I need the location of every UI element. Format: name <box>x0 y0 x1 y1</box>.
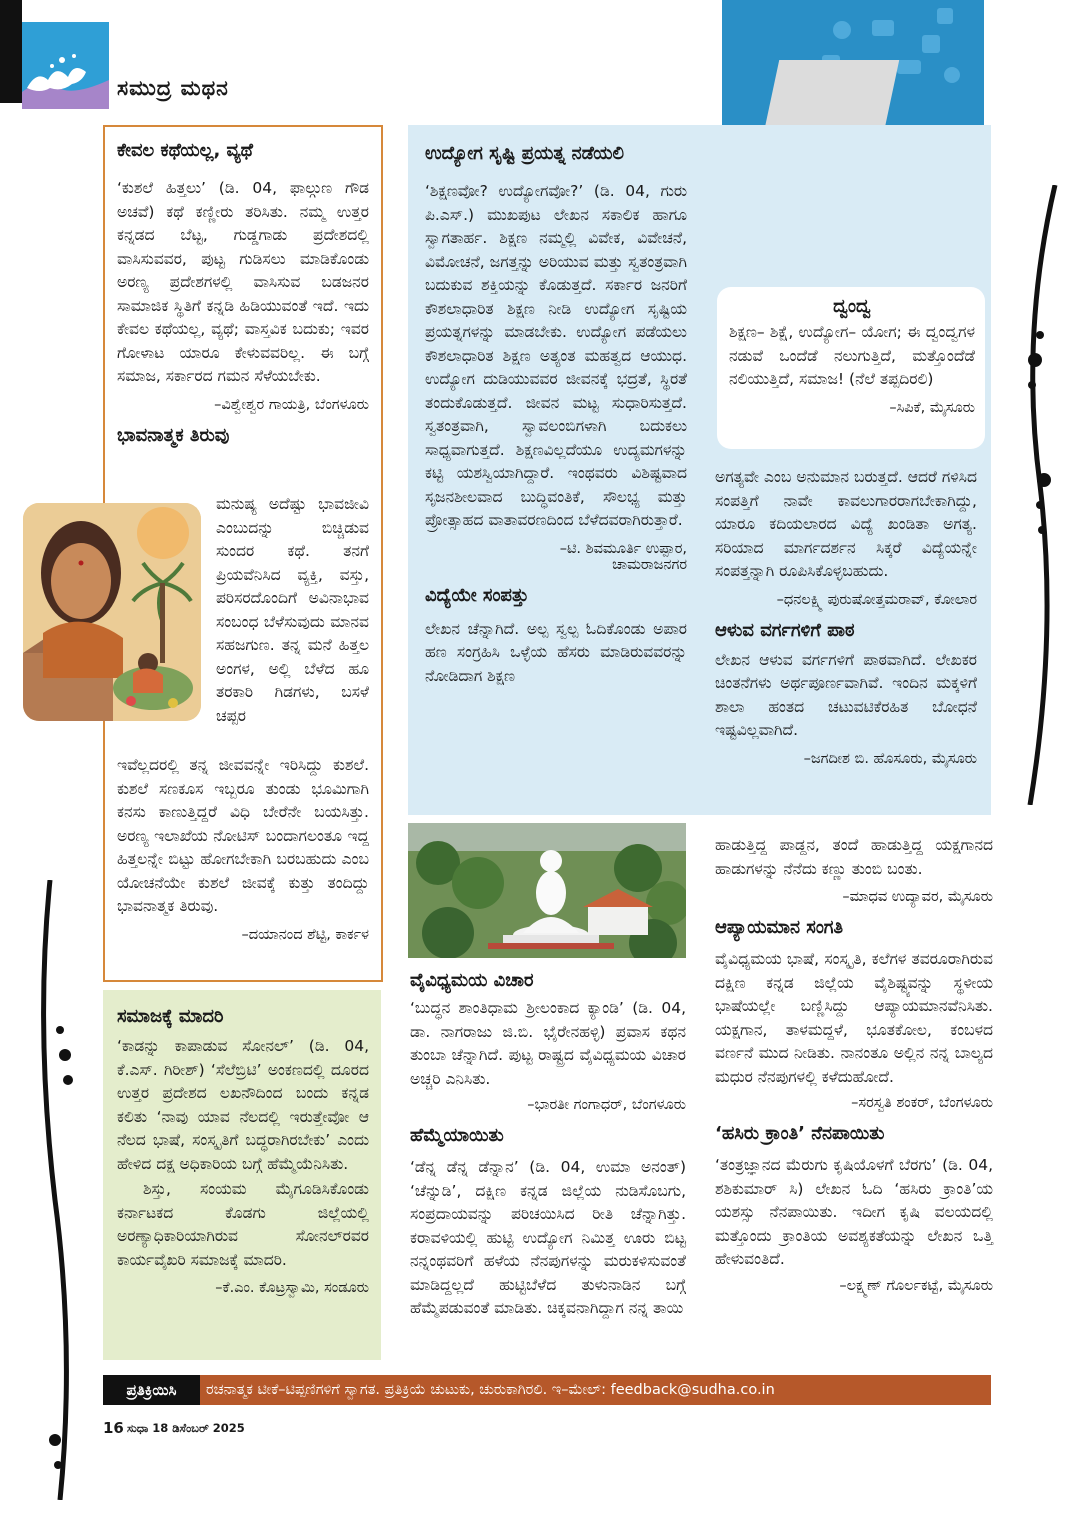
letter-signature: –ಮಾಧವ ಉದ್ಯಾವರ, ಮೈಸೂರು <box>842 889 993 905</box>
letter-signature: –ಧನಲಕ್ಷ್ಮಿ ಪುರುಷೋತ್ತಮರಾವ್, ಕೋಲಾರ <box>776 591 977 608</box>
letter-body: ‘ತಂತ್ರಜ್ಞಾನದ ಮೆರುಗು ಕೃಷಿಯೊಳಗೆ ಬೆರಗು’ (ಡಿ. 04, ಶಶಿಕುಮಾರ್ ಸಿ) ಲೇಖನ ಓದಿ ‘ಹಸಿರು ಕ್ರಾಂತಿ’ಯ ಯಶಸ್ಸು ನೆನಪಾಯಿತು. ಇದೀಗ ಕೃಷಿ ವಲಯದಲ್ಲಿ ಮತ್ತೊಂದು ಕ್ರಾಂತಿಯ ಅವಶ್ಯಕತೆಯನ್ನು ಲೇಖನ ಒತ್ತಿ ಹೇಳುವಂತಿದೆ. <box>715 1156 993 1268</box>
letter-signature: –ಕೆ.ಎಂ. ಕೊಟ್ರಸ್ವಾಮಿ, ಸಂಡೂರು <box>215 1280 369 1296</box>
letter-title: ವಿದ್ಯೆಯೇ ಸಂಪತ್ತು <box>425 584 529 606</box>
letter-title: ಹೆಮ್ಮೆಯಾಯಿತು <box>410 1125 504 1146</box>
letter-signature: –ಸಿಪಿಕೆ, ಮೈಸೂರು <box>889 399 975 416</box>
letter-signature: –ಸರಸ್ವತಿ ಶಂಕರ್, ಬೆಂಗಳೂರು <box>851 1095 993 1111</box>
letter-body: ಮನುಷ್ಯ ಅದೆಷ್ಟು ಭಾವಜೀವಿ ಎಂಬುದನ್ನು ಬಿಚ್ಚಿಡುವ ಸುಂದರ ಕಥೆ. ತನಗೆ ಪ್ರಿಯವೆನಿಸಿದ ವ್ಯಕ್ತಿ, ವಸ್ತು, ಪರಿಸರದೊಂದಿಗೆ ಅವಿನಾಭಾವ ಸಂಬಂಧ ಬೆಳೆಸುವುದು ಮಾನವ ಸಹಜಗುಣ. ತನ್ನ ಮನೆ ಹಿತ್ತಲ ಅಂಗಳ, ಅಲ್ಲಿ ಬೆಳೆದ ಹೂ ತರಕಾರಿ ಗಿಡಗಳು, ಬಸಳೆ ಚಪ್ಪರ <box>216 495 369 725</box>
letter-body: ಇವೆಲ್ಲದರಲ್ಲಿ ತನ್ನ ಜೀವವನ್ನೇ ಇರಿಸಿದ್ದು ಕುಶಲೆ. ಕುಶಲೆ ಸಣಕೂಸ ಇಬ್ಬರೂ ತುಂಡು ಭೂಮಿಗಾಗಿ ಕನಸು ಕಾಣುತ್ತಿದ್ದರೆ ವಿಧಿ ಬೇರೆನೇ ಬಯಸಿತ್ತು. ಅರಣ್ಯ ಇಲಾಖೆಯ ನೋಟಿಸ್ ಬಂದಾಗಲಂತೂ ಇದ್ದ ಹಿತ್ತಲನ್ನೇ ಬಿಟ್ಟು ಹೋಗಬೇಕಾಗಿ ಬರಬಹುದು ಎಂಬ ಯೋಚನೆಯೇ ಕುಶಲೆ ಜೀವಕ್ಕೆ ಕುತ್ತು ತಂದಿದ್ದು ಭಾವನಾತ್ಮಕ ತಿರುವು. <box>117 756 369 915</box>
letter-vidyeye-sampattu-cont <box>715 466 977 767</box>
feedback-text: ರಚನಾತ್ಮಕ ಟೀಕೆ–ಟಿಪ್ಪಣಿಗಳಿಗೆ ಸ್ವಾಗತ. ಪ್ರತಿಕ್ರಿಯೆ ಚುಟುಕು, ಚುರುಕಾಗಿರಲಿ. ಇ–ಮೇಲ್: feedback@sudha.co.in <box>206 1382 775 1398</box>
letter-dvandva <box>729 296 975 416</box>
letter-body: ‘ಕಾಡನ್ನು ಕಾಪಾಡುವ ಸೋನಲ್’ (ಡಿ. 04, ಕೆ.ಎಸ್. ಗಿರೀಶ್) ‘ಸೆಲೆಬ್ರಿಟಿ’ ಅಂಕಣದಲ್ಲಿ ದೂರದ ಉತ್ತರ ಪ್ರದೇಶದ ಲಖನೌದಿಂದ ಬಂದು ಕನ್ನಡ ಕಲಿತು ‘ನಾವು ಯಾವ ನೆಲದಲ್ಲಿ ಇರುತ್ತೇವೋ ಆ ನೆಲದ ಭಾಷೆ, ಸಂಸ್ಕೃತಿಗೆ ಬದ್ಧರಾಗಿರಬೇಕು’ ಎಂದು ಹೇಳಿದ ದಕ್ಷ ಅಧಿಕಾರಿಯ ಬಗ್ಗೆ ಹೆಮ್ಮೆಯೆನಿಸಿತು. <box>117 1037 369 1173</box>
letter-body: ಹಾಡುತ್ತಿದ್ದ ಪಾಡ್ದನ, ತಂದೆ ಹಾಡುತ್ತಿದ್ದ ಯಕ್ಷಗಾನದ ಹಾಡುಗಳನ್ನು ನೆನೆದು ಕಣ್ಣು ತುಂಬಿ ಬಂತು. <box>715 836 993 878</box>
letter-body: ಲೇಖನ ಚೆನ್ನಾಗಿದೆ. ಅಲ್ಪ ಸ್ವಲ್ಪ ಓದಿಕೊಂಡು ಅಪಾರ ಹಣ ಸಂಗ್ರಹಿಸಿ ಒಳ್ಳೆಯ ಹೆಸರು ಮಾಡಿರುವವರನ್ನು ನೋಡಿದಾಗ ಶಿಕ್ಷಣ <box>425 619 687 685</box>
section-title: ಸಮುದ್ರ ಮಥನ <box>117 76 229 100</box>
letter-body: ಲೇಖನ ಆಳುವ ವರ್ಗಗಳಿಗೆ ಪಾಠವಾಗಿದೆ. ಲೇಖಕರ ಚಿಂತನೆಗಳು ಅರ್ಥಪೂರ್ಣವಾಗಿವೆ. ಇಂದಿನ ಮಕ್ಕಳಿಗೆ ಶಾಲಾ ಹಂತದ ಚಟುವಟಿಕೆರಹಿತ ಬೋಧನೆ ಇಷ್ಟವಿಲ್ಲವಾಗಿದೆ. <box>715 650 977 739</box>
letter-keval-katheyalla <box>117 140 369 446</box>
magazine-issue-info: ಸುಧಾ 18 ಡಿಸೆಂಬರ್ 2025 <box>127 1421 245 1435</box>
letter-title: ವೈವಿಧ್ಯಮಯ ವಿಚಾರ <box>410 970 534 991</box>
letter-body: ‘ಡೆನ್ನ ಡೆನ್ನ ಡೆನ್ನಾನ’ (ಡಿ. 04, ಉಮಾ ಅನಂತ್) ‘ಚೆನ್ನುಡಿ’, ದಕ್ಷಿಣ ಕನ್ನಡ ಜಿಲ್ಲೆಯ ನುಡಿಸೊಬಗು, ಸಂಪ್ರದಾಯವನ್ನು ಪರಿಚಯಿಸಿದ ರೀತಿ ಚೆನ್ನಾಗಿತ್ತು. ಕರಾವಳಿಯಲ್ಲಿ ಹುಟ್ಟಿ ಉದ್ಯೋಗ ನಿಮಿತ್ತ ಊರು ಬಿಟ್ಟ ನನ್ನಂಥವರಿಗೆ ಹಳೆಯ ನೆನಪುಗಳನ್ನು ಮರುಕಳಿಸುವಂತೆ ಮಾಡಿದ್ದಲ್ಲದೆ ಹುಟ್ಟಿಬೆಳೆದ ತುಳುನಾಡಿನ ಬಗ್ಗೆ ಹೆಮ್ಮೆಪಡುವಂತೆ ಮಾಡಿತು. ಚಿಕ್ಕವನಾಗಿದ್ದಾಗ ನನ್ನ ತಾಯಿ <box>410 1158 686 1317</box>
page-number: 16 <box>103 1419 124 1437</box>
decorative-swoosh-right <box>1010 185 1070 805</box>
letter-title: ಕೇವಲ ಕಥೆಯಲ್ಲ, ವ್ಯಥೆ <box>117 140 253 161</box>
letter-signature: –ದಯಾನಂದ ಶೆಟ್ಟಿ, ಕಾರ್ಕಳ <box>241 926 369 943</box>
letter-title: ದ್ವಂದ್ವ <box>833 296 871 317</box>
feedback-label: ಪ್ರತಿಕ್ರಿಯಿಸಿ <box>103 1375 200 1405</box>
letter-body: ವೈವಿಧ್ಯಮಯ ಭಾಷೆ, ಸಂಸ್ಕೃತಿ, ಕಲೆಗಳ ತವರೂರಾಗಿರುವ ದಕ್ಷಿಣ ಕನ್ನಡ ಜಿಲ್ಲೆಯ ವೈಶಿಷ್ಟ್ಯವನ್ನು ಸ್ಥಳೀಯ ಭಾಷೆಯಲ್ಲೇ ಬಣ್ಣಿಸಿದ್ದು ಆಪ್ಯಾಯಮಾನವೆನಿಸಿತು. ಯಕ್ಷಗಾನ, ತಾಳಮದ್ದಳೆ, ಭೂತಕೋಲ, ಕಂಬಳದ ವರ್ಣನೆ ಮುದ ನೀಡಿತು. ನಾನಂತೂ ಅಲ್ಲಿನ ನನ್ನ ಬಾಲ್ಯದ ಮಧುರ ನೆನಪುಗಳಲ್ಲಿ ಕಳೆದುಹೋದೆ. <box>715 950 993 1086</box>
letter-title: ಆಳುವ ವರ್ಗಗಳಿಗೆ ಪಾಠ <box>715 619 855 641</box>
wave-logo <box>22 22 109 109</box>
letter-hemmeyayitu-cont <box>715 834 993 1294</box>
letter-title: ಭಾವನಾತ್ಮಕ ತಿರುವು <box>117 424 230 446</box>
letter-title: ಸಮಾಜಕ್ಕೆ ಮಾದರಿ <box>117 1006 224 1027</box>
letter-title: ಆಪ್ಯಾಯಮಾನ ಸಂಗತಿ <box>715 917 844 938</box>
letter-body: ‘ಕುಶಲೆ ಹಿತ್ತಲು’ (ಡಿ. 04, ಫಾಲ್ಗುಣ ಗೌಡ ಅಚವೆ) ಕಥೆ ಕಣ್ಣೀರು ತರಿಸಿತು. ನಮ್ಮ ಉತ್ತರ ಕನ್ನಡದ ಬೆಟ್ಟ, ಗುಡ್ಡಗಾಡು ಪ್ರದೇಶದಲ್ಲಿ ವಾಸಿಸುವವರ, ಪುಟ್ಟ ಗುಡಿಸಲು ಮಾಡಿಕೊಂಡು ಅರಣ್ಯ ಪ್ರದೇಶಗಳಲ್ಲಿ ವಾಸಿಸುವ ಬಡಜನರ ಸಾಮಾಜಿಕ ಸ್ಥಿತಿಗೆ ಕನ್ನಡಿ ಹಿಡಿಯುವಂತೆ ಇದೆ. ಇದು ಕೇವಲ ಕಥೆಯಲ್ಲ, ವ್ಯಥೆ; ವಾಸ್ತವಿಕ ಬದುಕು; ಇವರ ಗೋಳಾಟ ಯಾರೂ ಕೇಳುವವರಿಲ್ಲ. ಈ ಬಗ್ಗೆ ಸಮಾಜ, ಸರ್ಕಾರದ ಗಮನ ಸೆಳೆಯಬೇಕು. <box>117 179 369 385</box>
letter-signature: –ಟಿ. ಶಿವಮೂರ್ತಿ ಉಪ್ಪಾರ, <box>559 540 687 557</box>
letter-title: ‘ಹಸಿರು ಕ್ರಾಂತಿ’ ನೆನಪಾಯಿತು <box>715 1123 885 1144</box>
letter-bhavanatmaka-part1 <box>216 493 369 728</box>
letter-signature: –ವಿಶ್ವೇಶ್ವರ ಗಾಯತ್ರಿ, ಬೆಂಗಳೂರು <box>214 396 369 413</box>
letter-body: ಶಿಸ್ತು, ಸಂಯಮ ಮೈಗೂಡಿಸಿಕೊಂಡು ಕರ್ನಾಟಕದ ಕೊಡಗು ಜಿಲ್ಲೆಯಲ್ಲಿ ಅರಣ್ಯಾಧಿಕಾರಿಯಾಗಿರುವ ಸೋನಲ್‌ರವರ ಕಾರ್ಯವೈಖರಿ ಸಮಾಜಕ್ಕೆ ಮಾದರಿ. <box>117 1180 369 1269</box>
letter-signature: –ಜಗದೀಶ ಬಿ. ಹೊಸೂರು, ಮೈಸೂರು <box>803 750 977 767</box>
letter-body: ‘ಶಿಕ್ಷಣವೋ? ಉದ್ಯೋಗವೋ?’ (ಡಿ. 04, ಗುರು ಪಿ.ಎಸ್.) ಮುಖಪುಟ ಲೇಖನ ಸಕಾಲಿಕ ಹಾಗೂ ಸ್ವಾಗತಾರ್ಹ. ಶಿಕ್ಷಣ ನಮ್ಮಲ್ಲಿ ವಿವೇಕ, ವಿವೇಚನೆ, ವಿಮೋಚನೆ, ಜಗತ್ತನ್ನು ಅರಿಯುವ ಮತ್ತು ಸ್ವತಂತ್ರವಾಗಿ ಬದುಕುವ ಶಕ್ತಿಯನ್ನು ಕೊಡುತ್ತದೆ. ಸರ್ಕಾರ ಜನರಿಗೆ ಕೌಶಲಾಧಾರಿತ ಶಿಕ್ಷಣ ನೀಡಿ ಉದ್ಯೋಗ ಸೃಷ್ಟಿಯ ಪ್ರಯತ್ನಗಳನ್ನು ಮಾಡಬೇಕು. ಉದ್ಯೋಗ ಪಡೆಯಲು ಕೌಶಲಾಧಾರಿತ ಶಿಕ್ಷಣ ಅತ್ಯಂತ ಮಹತ್ವದ ಆಯುಧ. ಉದ್ಯೋಗ ದುಡಿಯುವವರ ಜೀವನಕ್ಕೆ ಭದ್ರತೆ, ಸ್ಥಿರತೆ ತಂದುಕೊಡುತ್ತದೆ. ಜೀವನ ಮಟ್ಟ ಸುಧಾರಿಸುತ್ತದೆ. ಸ್ವತಂತ್ರವಾಗಿ, ಸ್ವಾವಲಂಬಿಗಳಾಗಿ ಬದುಕಲು ಸಾಧ್ಯವಾಗುತ್ತದೆ. ಶಿಕ್ಷಣವಿಲ್ಲದೆಯೂ ಉದ್ಯಮಗಳನ್ನು ಕಟ್ಟಿ ಯಶಸ್ವಿಯಾಗಿದ್ದಾರೆ. ಇಂಥವರು ವಿಶಿಷ್ಟವಾದ ಸೃಜನಶೀಲವಾದ ಬುದ್ಧಿವಂತಿಕೆ, ಸೌಲಭ್ಯ ಮತ್ತು ಪ್ರೋತ್ಸಾಹದ ವಾತಾವರಣದಿಂದ ಬೆಳೆದವರಾಗಿರುತ್ತಾರೆ. <box>425 182 687 529</box>
letter-signature: –ಭಾರತೀ ಗಂಗಾಧರ್, ಬೆಂಗಳೂರು <box>527 1097 686 1113</box>
decorative-swoosh-left <box>30 880 90 1500</box>
header-corner-block <box>0 0 22 103</box>
letter-body: ‘ಬುದ್ಧನ ಶಾಂತಿಧಾಮ ಶ್ರೀಲಂಕಾದ ಕ್ಯಾಂಡಿ’ (ಡಿ. 04, ಡಾ. ನಾಗರಾಜು ಜಿ.ಬಿ. ಭೈರೇನಹಳ್ಳಿ) ಪ್ರವಾಸ ಕಥನ ತುಂಬಾ ಚೆನ್ನಾಗಿದೆ. ಪುಟ್ಟ ರಾಷ್ಟ್ರದ ವೈವಿಧ್ಯಮಯ ವಿಚಾರ ಅಚ್ಚರಿ ಎನಿಸಿತು. <box>410 999 686 1088</box>
letter-body: ಅಗತ್ಯವೇ ಎಂಬ ಅನುಮಾನ ಬರುತ್ತದೆ. ಆದರೆ ಗಳಿಸಿದ ಸಂಪತ್ತಿಗೆ ನಾವೇ ಕಾವಲುಗಾರರಾಗಬೇಕಾಗಿದ್ದು, ಯಾರೂ ಕದಿಯಲಾರದ ವಿದ್ಯೆ ಖಂಡಿತಾ ಅಗತ್ಯ. ಸರಿಯಾದ ಮಾರ್ಗದರ್ಶನ ಸಿಕ್ಕರೆ ವಿದ್ಯೆಯನ್ನೇ ಸಂಪತ್ತನ್ನಾಗಿ ರೂಪಿಸಿಕೊಳ್ಳಬಹುದು. <box>715 468 977 580</box>
buddha-statue-photo <box>408 823 686 958</box>
woman-illustration <box>23 503 201 721</box>
letter-bhavanatmaka-part2 <box>117 754 369 943</box>
letter-signature-place: ಚಾಮರಾಜನಗರ <box>612 556 687 573</box>
letter-samajakke-madari <box>117 1006 369 1296</box>
letter-body: ಶಿಕ್ಷಣ– ಶಿಕ್ಷೆ, ಉದ್ಯೋಗ– ಯೋಗ; ಈ ದ್ವಂದ್ವಗಳ ನಡುವೆ ಒಂದೆಡೆ ನಲುಗುತ್ತಿದೆ, ಮತ್ತೊಂದೆಡೆ ನಲಿಯುತ್ತಿದೆ, ಸಮಾಜ! (ನೆಲೆ ತಪ್ಪದಿರಲಿ) <box>729 323 975 388</box>
letter-signature: –ಲಕ್ಷ್ಮಣ್ ಗೊರ್ಲಕಟ್ಟೆ, ಮೈಸೂರು <box>839 1277 993 1294</box>
letter-vaividhyamaya <box>410 970 686 1321</box>
letter-title: ಉದ್ಯೋಗ ಸೃಷ್ಟಿ ಪ್ರಯತ್ನ ನಡೆಯಲಿ <box>425 143 624 164</box>
letter-udyoga-srushti <box>425 143 687 688</box>
